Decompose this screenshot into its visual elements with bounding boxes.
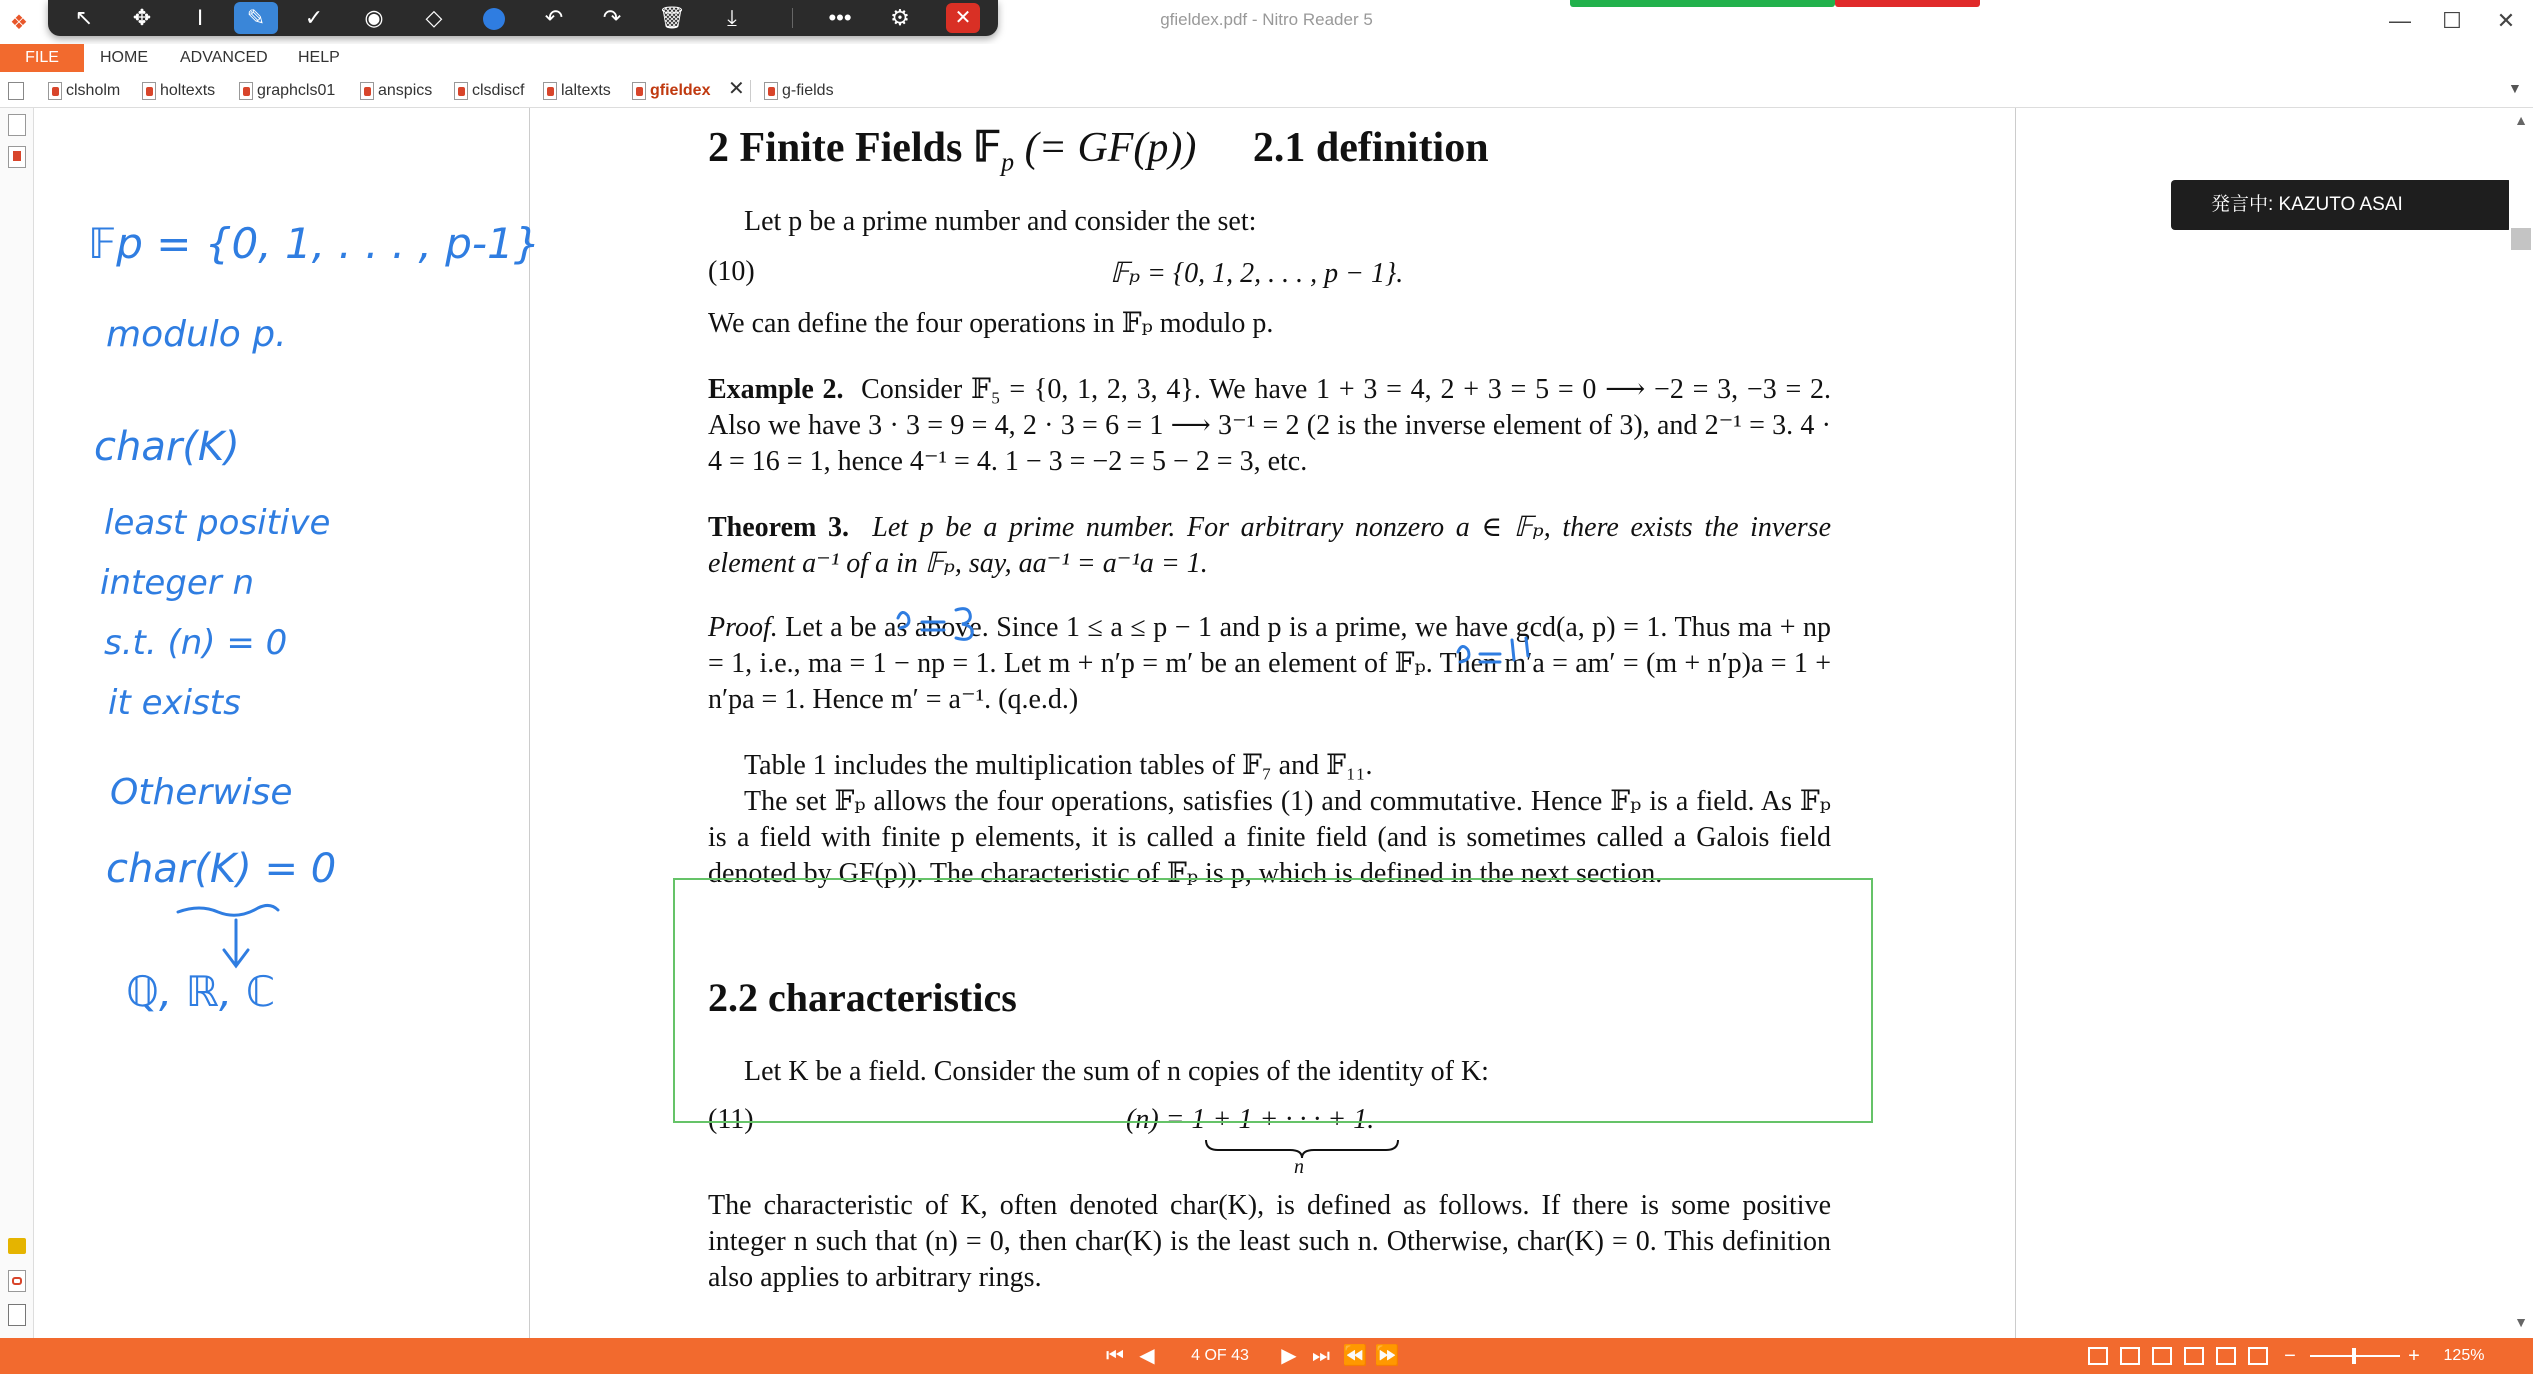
example-2: Example 2. Consider 𝔽₅ = {0, 1, 2, 3, 4}. We have 1 + 3 = 4, 2 + 3 = 5 = 0 ⟶ −2 = 3, −3 = 2. Also we have 3 · 3 = 9 = 4, 2 · 3 = 6 = 1 ⟶ 3⁻¹ = 2 (2 is the inverse element of 3), and 2⁻¹ = 3. 4 · 4 = 16 = 1, hence 4⁻¹ = 4. 1 − 3 = −2 = 5 − 2 = 3, etc. xyxy=(708,374,1832,477)
ink-fp-set: 𝔽p = {0, 1, . . . , p-1} xyxy=(88,219,541,268)
stamp-icon[interactable]: ◉ xyxy=(364,5,384,30)
undo-icon[interactable]: ↶ xyxy=(544,5,564,30)
tab-clsholm[interactable]: clsholm xyxy=(46,78,120,104)
equation-11: (n) = 1 + 1 + · · · + 1. xyxy=(1126,1104,1375,1135)
paragraph-char-definition: The characteristic of K, often denoted char(K), is defined as follows. If there is some positive integer n such that (n) = 0, then char(K) is the least such n. Otherwise, char(K) = 0. This definition also applies to arbitrary rings. xyxy=(708,1190,1831,1293)
facing-continuous-view-icon[interactable] xyxy=(2184,1347,2204,1365)
ink-least-positive: least positive xyxy=(104,503,331,543)
nitro-app-icon: ❖ xyxy=(10,12,28,34)
ink-q-r-c: ℚ, ℝ, ℂ xyxy=(126,967,276,1016)
trash-icon[interactable]: 🗑 xyxy=(658,5,686,30)
close-tab-icon[interactable]: ✕ xyxy=(728,78,745,100)
theorem-3: Theorem 3. Let p be a prime number. For arbitrary nonzero a ∈ 𝔽ₚ, there exists the inverse element a⁻¹ of a in 𝔽ₚ, say, aa⁻¹ = a⁻¹a = 1. xyxy=(708,512,1832,579)
maximize-button[interactable]: ☐ xyxy=(2442,8,2462,33)
zoom-level[interactable]: 125% xyxy=(2443,1347,2485,1364)
ink-integer-n: integer n xyxy=(100,563,255,603)
tab-graphcls01[interactable]: graphcls01 xyxy=(237,78,335,104)
tab-holtexts[interactable]: holtexts xyxy=(140,78,215,104)
pen-icon[interactable]: ✎ xyxy=(234,2,278,34)
section-heading-finite-fields: 2 Finite Fields 𝔽$_p$ (= GF(p)) 2.1 definition xyxy=(708,125,1489,177)
zoom-out-icon[interactable]: − xyxy=(2284,1345,2296,1367)
window-title: gfieldex.pdf - Nitro Reader 5 xyxy=(1160,10,1373,29)
paragraph-sum-identity: Let K be a field. Consider the sum of n copies of the identity of K: xyxy=(744,1056,1489,1087)
section-heading-characteristics: 2.2 characteristics xyxy=(708,975,1017,1020)
fit-width-icon[interactable] xyxy=(2216,1347,2236,1365)
proof: Proof. Let a be as above. Since 1 ≤ a ≤ p − 1 and p is a prime, we have gcd(a, p) = 1. Thus ma + np = 1, i.e., ma = 1 − np = 1. Let m + n′p = m′ be an element of 𝔽ₚ. Then m′a = am′ = (m + n′p)a = 1 + n′pa = 1. Hence m′ = a⁻¹. (q.e.d.) xyxy=(708,612,1832,715)
underbrace-n: n xyxy=(1294,1156,1304,1178)
eraser-icon[interactable]: ◇ xyxy=(425,5,443,30)
tab-g-fields[interactable]: g-fields xyxy=(762,78,834,104)
single-continuous-view-icon[interactable] xyxy=(2120,1347,2140,1365)
go-back-icon[interactable]: ⏪ xyxy=(1342,1345,1368,1367)
scroll-down-icon[interactable]: ▼ xyxy=(2514,1314,2528,1330)
first-page-icon[interactable]: ⏮ xyxy=(1106,1345,1124,1367)
paragraph-prime-set: Let p be a prime number and consider the set: xyxy=(744,206,1257,237)
scroll-up-icon[interactable]: ▲ xyxy=(2514,112,2528,128)
user-settings-icon[interactable]: ⚙ xyxy=(890,5,910,30)
paragraph-table-1: Table 1 includes the multiplication tables of 𝔽₇ and 𝔽₁₁. xyxy=(744,750,1373,781)
checkmark-icon[interactable]: ✓ xyxy=(304,5,324,30)
speaking-indicator: 発言中: KAZUTO ASAI xyxy=(2171,180,2512,230)
ink-modulo-p: modulo p. xyxy=(106,314,287,355)
scrollbar-thumb[interactable] xyxy=(2511,228,2531,250)
page-number-indicator[interactable]: 4 OF 43 xyxy=(1191,1347,1249,1364)
ink-st-n-zero: s.t. (n) = 0 xyxy=(104,623,288,663)
paragraph-four-operations: We can define the four operations in 𝔽ₚ modulo p. xyxy=(708,308,1274,339)
equation-10-label: (10) xyxy=(708,256,755,287)
tab-laltexts[interactable]: laltexts xyxy=(541,78,611,104)
facing-view-icon[interactable] xyxy=(2152,1347,2172,1365)
ink-char-k-zero: char(K) = 0 xyxy=(106,846,337,892)
redo-icon[interactable]: ↷ xyxy=(602,5,622,30)
zoom-slider-handle[interactable] xyxy=(2352,1348,2356,1364)
ink-it-exists: it exists xyxy=(108,683,241,723)
more-options-icon[interactable]: ••• xyxy=(828,5,852,30)
paragraph-galois-field: The set 𝔽ₚ allows the four operations, satisfies (1) and commutative. Hence 𝔽ₚ is a field. As 𝔽ₚ is a field with finite p elements, it is called a finite field (and is sometimes called a Galois field denoted by GF(p)). The characteristic of 𝔽ₚ is p, which is defined in the next section. xyxy=(708,786,1831,889)
single-page-view-icon[interactable] xyxy=(2088,1347,2108,1365)
vertical-scrollbar[interactable] xyxy=(2509,108,2533,1338)
menu-advanced[interactable]: ADVANCED xyxy=(180,49,268,66)
ink-otherwise: Otherwise xyxy=(110,772,293,813)
close-toolbar-icon[interactable]: ✕ xyxy=(946,3,980,33)
select-pointer-icon[interactable]: ↖ xyxy=(74,5,94,30)
move-icon[interactable]: ✥ xyxy=(132,5,152,30)
tab-clsdiscf[interactable]: clsdiscf xyxy=(452,78,524,104)
zoom-in-icon[interactable]: + xyxy=(2408,1345,2420,1367)
menu-home[interactable]: HOME xyxy=(100,49,148,66)
equation-11-label: (11) xyxy=(708,1104,754,1135)
equation-10: 𝔽ₚ = {0, 1, 2, . . . , p − 1}. xyxy=(1110,258,1404,289)
text-cursor-icon[interactable]: I xyxy=(196,5,204,30)
download-icon[interactable]: ⤓ xyxy=(727,5,737,30)
last-page-icon[interactable]: ⏭ xyxy=(1312,1345,1330,1367)
close-window-button[interactable]: ✕ xyxy=(2496,8,2516,33)
previous-page-icon[interactable]: ◀ xyxy=(1139,1345,1155,1367)
menu-file[interactable]: FILE xyxy=(0,44,84,72)
go-forward-icon[interactable]: ⏩ xyxy=(1374,1345,1400,1367)
menu-help[interactable]: HELP xyxy=(298,49,340,66)
tab-gfieldex[interactable]: gfieldex xyxy=(630,78,710,104)
status-bar xyxy=(0,1338,2533,1374)
fit-page-icon[interactable] xyxy=(2248,1347,2268,1365)
tab-anspics[interactable]: anspics xyxy=(358,78,432,104)
ink-char-k: char(K) xyxy=(94,424,240,470)
minimize-button[interactable]: — xyxy=(2389,8,2411,33)
tab-list-chevron-icon[interactable]: ▼ xyxy=(2508,80,2522,96)
next-page-icon[interactable]: ▶ xyxy=(1281,1345,1297,1367)
